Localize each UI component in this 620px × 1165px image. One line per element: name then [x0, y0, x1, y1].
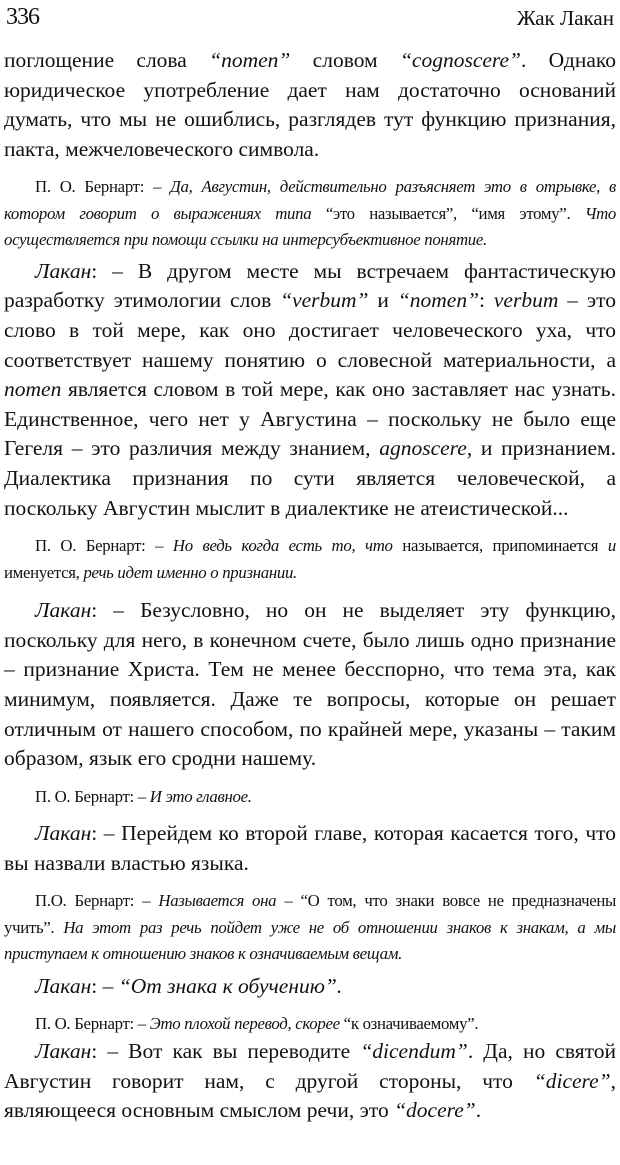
text: является словом в той мере, как оно заставляет нас узнать. Единственное, чего нет у Августина – поскольку не было еще Гегеля – это различия между знанием, [4, 377, 616, 461]
quoted-text: “От знака к обучению”. [118, 973, 343, 998]
quoted-text: “это называется”, “имя этому”. [325, 203, 571, 223]
paragraph-lacan-5 [4, 1037, 616, 1126]
latin-term: “dicendum” [360, 1039, 468, 1064]
speaker-name: П. О. Бернарт: – [35, 536, 173, 556]
latin-term: “verbum” [280, 288, 369, 313]
text: называется, припоминается [392, 536, 608, 556]
text: , и признанием. Диалектика признания по сути является человеческой, а поскольку Августин мыслит в диалектике не атеистической... [4, 436, 616, 520]
running-title: Жак Лакан [516, 6, 614, 30]
latin-term: “nomen” [397, 288, 480, 313]
text: : – Вот как вы переводите [91, 1039, 361, 1064]
text: поглощение слова [4, 48, 210, 72]
speaker-name: Лакан [35, 821, 92, 846]
text: . Да, но святой Августин говорит нам, с другой стороны, что [4, 1039, 616, 1093]
text: именуется, [4, 562, 84, 582]
text: : – Перейдем ко второй главе, которая касается того, что вы назвали властью языка. [4, 821, 616, 875]
paragraph-lacan-3 [4, 819, 616, 878]
latin-term: “cognoscere” [399, 48, 521, 72]
text: : – [91, 973, 119, 998]
text: . Однако юридическое употребление дает нам достаточно оснований думать, что мы не ошиблись, разглядев тут функцию признания, пакта, межчеловеческого символа. [4, 48, 616, 161]
speaker-name: П. О. Бернарт: – [35, 786, 150, 806]
text: : – Безусловно, но он не выделяет эту функцию, поскольку для него, в конечном счете, было лишь одно признание – признание Христа. Тем не менее бесспорно, что тема эта, как минимум, появляется. Даже те вопросы, которые он решает отличным от нашего способом, по крайней мере, указаны – таким образом, язык его сродни нашему. [4, 598, 616, 771]
paragraph-lacan-1 [4, 257, 616, 523]
text: , являющееся основным смыслом речи, это [4, 1068, 616, 1123]
paragraph-lacan-2 [4, 596, 616, 774]
remark-text: Это плохой перевод, скорее [149, 1013, 344, 1033]
book-page [4, 0, 616, 1126]
speaker-name: П.О. Бернарт: – [35, 891, 159, 911]
remark-text: И это главное. [149, 786, 252, 806]
latin-term: “docere” [394, 1098, 476, 1123]
text: : [479, 288, 494, 313]
remark-bernart-5 [4, 1011, 616, 1038]
speaker-name: Лакан [35, 1039, 92, 1064]
latin-term: agnoscere [379, 436, 467, 461]
remark-text: Да, Августин, действительно разъясняет это в отрывке, в котором говорит о выражениях типа [4, 177, 616, 223]
latin-term: verbum [493, 288, 559, 313]
speaker-name: Лакан [35, 973, 92, 998]
text: словом [290, 48, 400, 72]
remark-text: Что осуществляется при помощи ссылки на интерсубъективное понятие. [4, 203, 616, 250]
paragraph-lacan-4 [4, 972, 616, 1002]
remark-bernart-2 [4, 533, 616, 586]
latin-term: nomen [4, 377, 62, 402]
page-number: 336 [6, 4, 39, 30]
speaker-name: П. О. Бернарт: – [35, 1013, 150, 1033]
remark-bernart-3 [4, 784, 616, 811]
remark-bernart-4 [4, 888, 616, 968]
latin-term: “dicere” [533, 1068, 611, 1093]
remark-text: На этот раз речь пойдет уже не об отношении знаков к знакам, а мы приступаем к отношению знаков к означиваемым вещам. [4, 917, 616, 964]
text: : – В другом месте мы встречаем фантастическую разработку этимологии слов [4, 258, 616, 313]
latin-term: “nomen” [209, 48, 291, 72]
speaker-name: Лакан [35, 258, 92, 283]
speaker-name: П. О. Бернарт: – [35, 177, 171, 197]
quoted-text: “к означиваемому”. [343, 1013, 479, 1033]
remark-bernart-1 [4, 174, 616, 254]
quoted-text: – “О том, что знаки вовсе не предназначены учить”. [4, 891, 617, 937]
text: и [368, 288, 398, 313]
text: – это слово в той мере, как оно достигает человеческого уха, что соответствует нашему понятию о словесной материальности, а [4, 288, 616, 372]
text: . [475, 1098, 482, 1123]
remark-text: речь идет именно о признании. [83, 562, 297, 582]
page-header [4, 0, 616, 40]
speaker-name: Лакан [35, 598, 92, 623]
paragraph-1 [4, 46, 616, 164]
remark-text: Называется она [158, 891, 277, 911]
remark-text: и [607, 536, 616, 556]
remark-text: Но ведь когда есть то, что [172, 536, 393, 556]
